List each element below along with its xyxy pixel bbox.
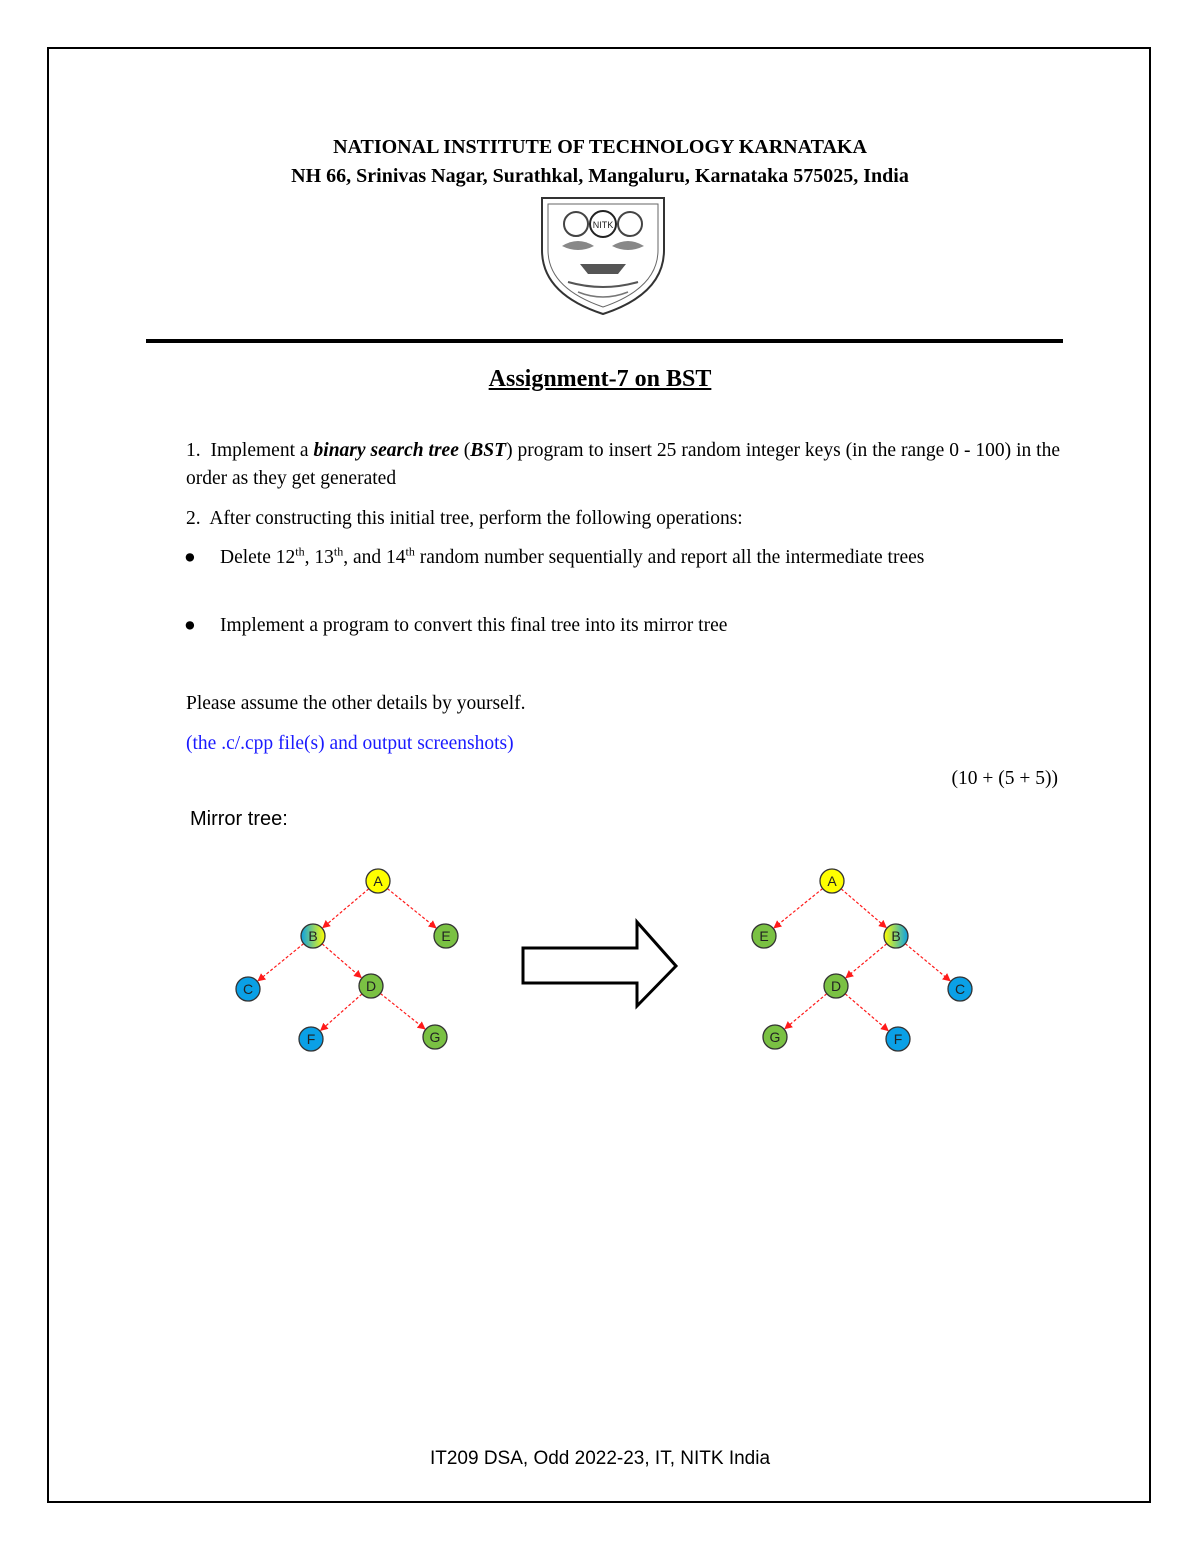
node-label-C: C xyxy=(242,981,254,997)
question-number: 2. xyxy=(186,508,201,529)
edge-D-F xyxy=(845,994,888,1031)
assumption-note: Please assume the other details by yourself. xyxy=(186,693,526,714)
original-tree xyxy=(236,869,458,1051)
node-label-A: A xyxy=(827,873,837,889)
edge-B-C xyxy=(905,944,950,981)
node-label-G: G xyxy=(429,1029,441,1045)
node-label-G: G xyxy=(769,1029,781,1045)
edge-B-D xyxy=(846,944,887,978)
bullet-icon: ● xyxy=(184,547,196,568)
transform-arrow-icon xyxy=(523,922,676,1006)
edge-B-D xyxy=(322,944,361,978)
node-label-B: B xyxy=(891,928,901,944)
marks-distribution: (10 + (5 + 5)) xyxy=(951,768,1058,789)
edge-A-B xyxy=(323,889,369,928)
edge-A-B xyxy=(841,889,886,928)
question-text: Implement a xyxy=(210,440,314,461)
question-number: 1. xyxy=(186,440,201,461)
edge-D-G xyxy=(380,993,424,1028)
edge-A-E xyxy=(774,889,823,928)
node-label-D: D xyxy=(365,978,377,994)
node-label-C: C xyxy=(954,981,966,997)
institute-name: NATIONAL INSTITUTE OF TECHNOLOGY KARNATAKA xyxy=(333,136,867,158)
mirror-tree-label: Mirror tree: xyxy=(190,808,288,830)
bullet-icon: ● xyxy=(184,615,196,636)
node-label-A: A xyxy=(373,873,383,889)
edge-A-E xyxy=(387,889,436,928)
edge-D-F xyxy=(321,994,362,1030)
node-label-D: D xyxy=(830,978,842,994)
node-label-F: F xyxy=(306,1031,316,1047)
question-text: program to insert 25 random integer keys (in the range 0 - 100) in the order as they get generated xyxy=(186,440,1061,489)
term-abbr: BST xyxy=(470,440,507,461)
page-footer: IT209 DSA, Odd 2022-23, IT, NITK India xyxy=(429,1448,771,1469)
institute-address: NH 66, Srinivas Nagar, Surathkal, Mangaluru, Karnataka 575025, India xyxy=(291,165,909,187)
submission-note: (the .c/.cpp file(s) and output screenshots) xyxy=(186,733,514,754)
edge-B-C xyxy=(258,944,304,981)
assignment-title: Assignment-7 on BST xyxy=(488,366,712,392)
bullet-text: Delete 12th, 13th, and 14th random number sequentially and report all the intermediate trees xyxy=(220,544,925,568)
mirror-tree xyxy=(752,869,972,1051)
node-label-E: E xyxy=(759,928,769,944)
node-label-F: F xyxy=(893,1031,903,1047)
edge-D-G xyxy=(785,994,827,1029)
question-text: ) xyxy=(506,440,513,461)
term-bst: binary search tree xyxy=(313,440,459,461)
node-label-E: E xyxy=(441,928,451,944)
node-label-B: B xyxy=(308,928,318,944)
question-text: After constructing this initial tree, perform the following operations: xyxy=(209,508,743,529)
svg-text:NITK: NITK xyxy=(592,220,614,230)
question-text: ( xyxy=(458,440,471,461)
bullet-text: Implement a program to convert this final tree into its mirror tree xyxy=(220,615,728,636)
